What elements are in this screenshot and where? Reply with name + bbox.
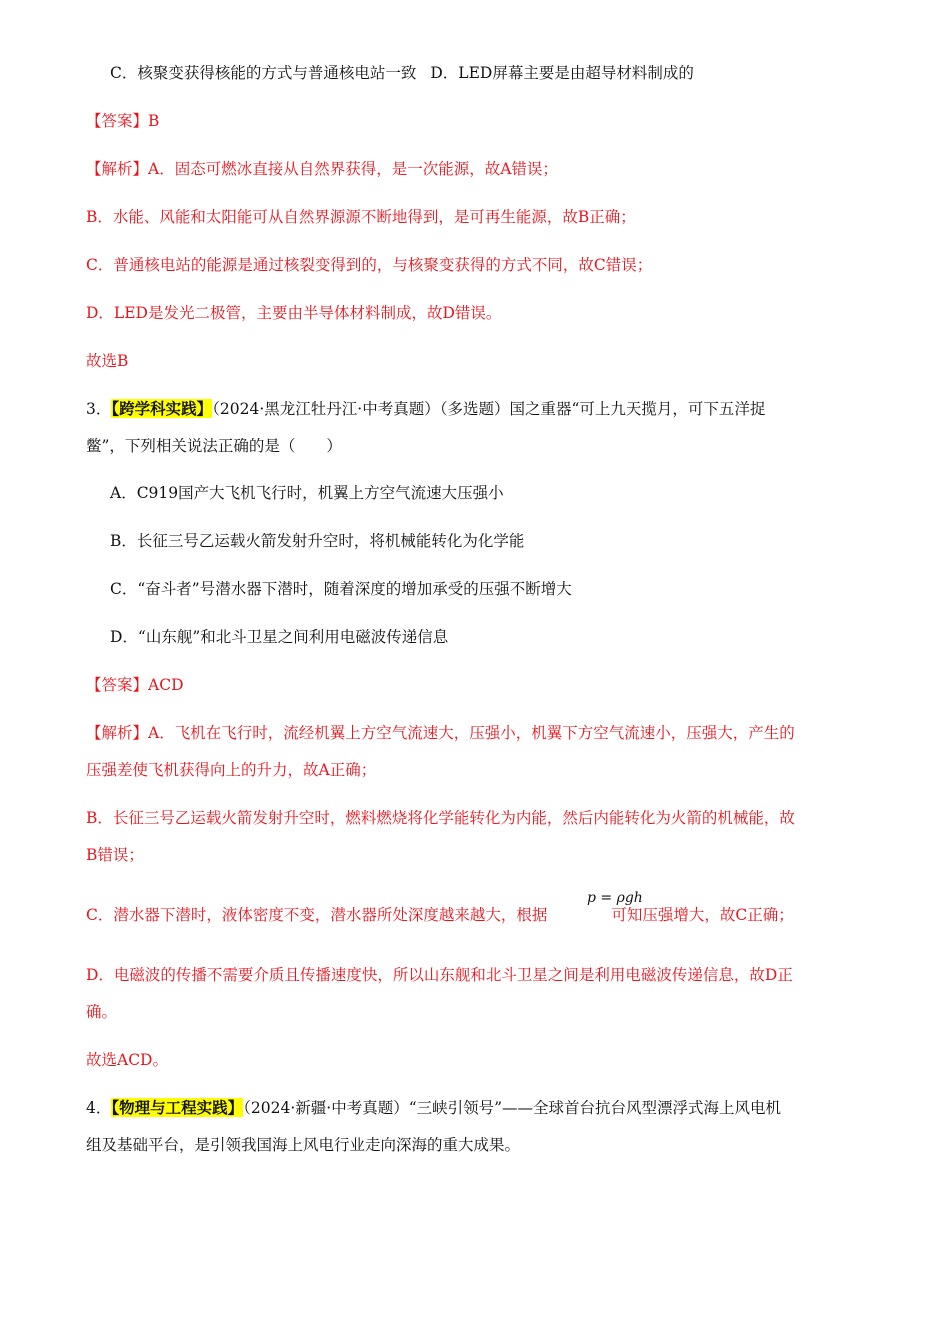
q3-conclusion: 故选ACD。 [86, 1051, 168, 1069]
q2-analysis-a [86, 159, 558, 179]
q3-stem-line2: 鳖”，下列相关说法正确的是（ ） [86, 437, 342, 455]
q2-conclusion: 故选B [86, 352, 129, 370]
formula-rhs: ρgh [616, 890, 643, 906]
formula-equals: = [595, 890, 617, 906]
q2-option-d: D．LED屏幕主要是由超导材料制成的 [430, 64, 694, 82]
q2-analysis-a-text: A．固态可燃冰直接从自然界获得，是一次能源，故A错误； [148, 160, 558, 178]
q3-analysis-a-line2: 压强差使飞机获得向上的升力，故A正确； [86, 761, 377, 779]
q3-stem-text1: （2024·黑龙江牡丹江·中考真题）（多选题）国之重器“可上九天揽月，可下五洋捉 [212, 400, 766, 418]
pressure-formula [587, 890, 643, 906]
q4-stem-text1: （2024·新疆·中考真题）“三峡引领号”——全球首台抗台风型漂浮式海上风电机 [243, 1099, 782, 1117]
q3-analysis-c-pre: C．潜水器下潜时，液体密度不变，潜水器所处深度越来越大，根据 [86, 906, 548, 924]
q3-number: 3． [86, 400, 112, 418]
q3-option-a: A．C919国产大飞机飞行时，机翼上方空气流速大压强小 [110, 484, 504, 502]
q3-answer [86, 675, 184, 695]
q2-option-c: C．核聚变获得核能的方式与普通核电站一致 [110, 64, 417, 82]
q4-stem-line1 [86, 1098, 781, 1118]
q3-tag: 【跨学科实践】 [111, 399, 213, 418]
q3-analysis-d-line2: 确。 [86, 1003, 118, 1021]
q2-answer-label: 【答案】 [86, 112, 149, 130]
q3-answer-label: 【答案】 [86, 676, 149, 694]
q2-analysis-d: D．LED是发光二极管，主要由半导体材料制成，故D错误。 [86, 304, 502, 322]
q3-analysis-label: 【解析】 [86, 724, 149, 742]
q2-options-row [110, 63, 694, 83]
q2-answer-value: B [148, 112, 160, 130]
q3-analysis-b-line1: B．长征三号乙运载火箭发射升空时，燃料燃烧将化学能转化为内能，然后内能转化为火箭的机械能，故 [86, 809, 795, 827]
q3-answer-value: ACD [148, 676, 184, 694]
q4-tag: 【物理与工程实践】 [111, 1098, 244, 1117]
q2-analysis-c: C．普通核电站的能源是通过核裂变得到的，与核聚变获得的方式不同，故C错误； [86, 256, 653, 274]
q3-analysis-a-text1: A．飞机在飞行时，流经机翼上方空气流速大，压强小，机翼下方空气流速小，压强大，产生的 [148, 724, 795, 742]
q4-stem-line2: 组及基础平台，是引领我国海上风电行业走向深海的重大成果。 [86, 1136, 521, 1154]
q3-option-c: C．“奋斗者”号潜水器下潜时，随着深度的增加承受的压强不断增大 [110, 580, 572, 598]
q3-analysis-c-post: 可知压强增大，故C正确； [611, 906, 794, 924]
q2-analysis-b: B．水能、风能和太阳能可从自然界源源不断地得到，是可再生能源，故B正确； [86, 208, 636, 226]
q4-number: 4． [86, 1099, 112, 1117]
q3-stem-line1 [86, 399, 765, 419]
q3-analysis-a-line1 [86, 723, 795, 743]
q2-analysis-label: 【解析】 [86, 160, 149, 178]
q3-option-d: D．“山东舰”和北斗卫星之间利用电磁波传递信息 [110, 628, 449, 646]
q3-analysis-b-line2: B错误； [86, 846, 144, 864]
q3-analysis-d-line1: D．电磁波的传播不需要介质且传播速度快，所以山东舰和北斗卫星之间是利用电磁波传递信息，故D正 [86, 966, 793, 984]
formula-p: p [587, 890, 596, 906]
q3-analysis-c [86, 905, 794, 925]
q3-option-b: B．长征三号乙运载火箭发射升空时，将机械能转化为化学能 [110, 532, 525, 550]
q2-answer [86, 111, 159, 131]
